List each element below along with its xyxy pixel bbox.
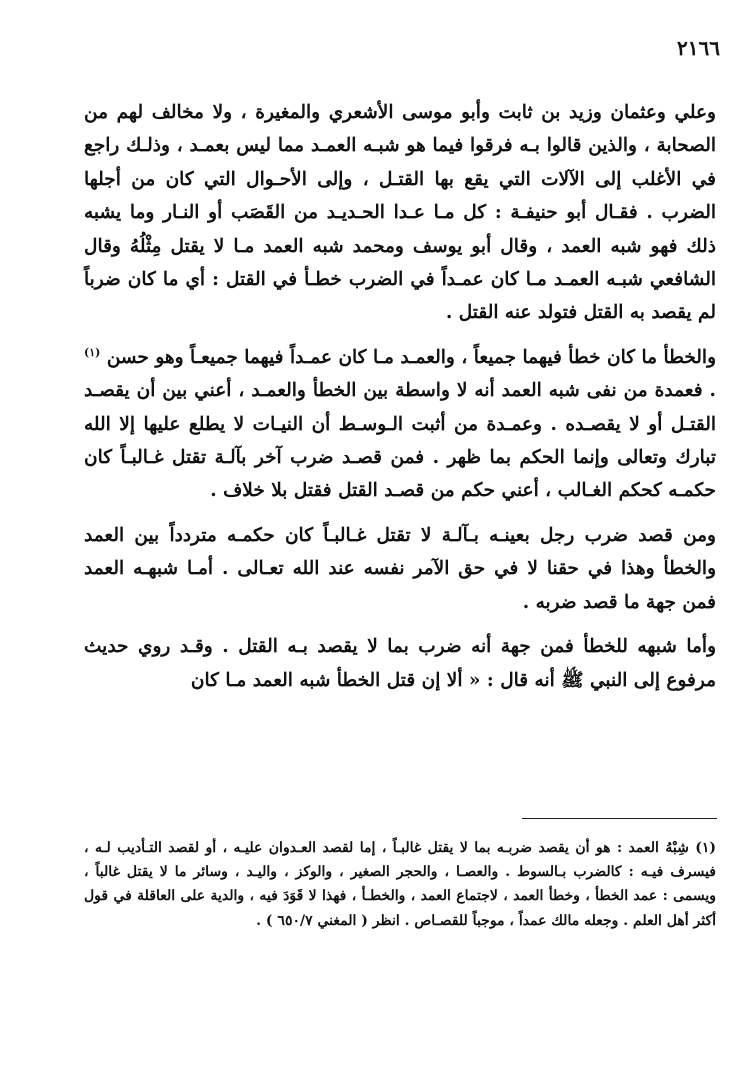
footnote-1: (١) شِبْهُ العمد : هو أن يقصد ضربـه بما لا يقتل غالبـاً ، إما لقصد العـدوان عليـه ، أو لقصد التـأديب لـه ، فيسرف فيـه : كالضرب بـالسوط . والعصـا ، والحجر الصغير ، والوكز ، واليـد ، وسائر ما لا يقتل غالباً ، ويسمى : عمد الخطأ ، وخطأ العمد ، لاجتماع العمد ، والخطـأ ، فهذا لا قَوَدَ فيه ، والدية على العاقلة في قول أكثر أهل العلم . وجعله مالك عمداً ، موجباً للقصـاص . انظر ( المغني ٦٥٠/٧ ) . [84,840,716,929]
paragraph-2 [84,341,716,508]
paragraph-4: وأما شبهه للخطأ فمن جهة أنه ضرب بما لا يقصد بـه القتل . وقـد روي حديث مرفوع إلى النبي ﷺ أنه قال : « ألا إن قتل الخطأ شبه العمد مـا كان [84,636,716,691]
footnote-divider [522,818,717,819]
paragraph-2-tail: . فعمدة من نفى شبه العمد أنه لا واسطة بين الخطأ والعمـد ، أعني بين أن يقصـد القتـل أو لا يقصـده . وعمـدة من أثبت الـوسـط أن النيـات لا يطلع عليها إلا الله تبارك وتعالى وإنما الحكم بما ظهر . فمن قصـد ضرب آخر بآلـة تقتل غـالبـاً كان حكمـه كحكم الغـالب ، أعني حكم من قصـد القتل فقتل بلا خلاف . [84,380,716,502]
main-text [84,96,716,708]
paragraph-2-head: والخطأ ما كان خطأ فيهما جميعاً ، والعمـد مـا كان عمـداً فيهما جميعـاً وهو حسن [106,346,716,368]
footnote-marker: (١) [84,345,101,359]
paragraph-3: ومن قصد ضرب رجل بعينـه بـآلـة لا تقتل غـالبـاً كان حكمـه متردداً بين العمد والخطأ وهذا في حقنا لا في حق الآمر نفسه عند الله تعـالى . أمـا شبهـه العمد فمن جهة ما قصد ضربه . [84,524,716,613]
paragraph-1: وعلي وعثمان وزيد بن ثابت وأبو موسى الأشعري والمغيرة ، ولا مخالف لهم من الصحابة ، والذين قالوا بـه فرقوا فيما هو شبـه العمـد مما ليس بعمـد ، وذلـك راجع في الأغلب إلى الآلات التي يقع بها القتـل ، وإلى الأحـوال التي كان من أجلها الضرب . فقـال أبو حنيفـة : كل مـا عـدا الحـديـد من القَصَب أو النـار وما يشبه ذلك فهو شبه العمد ، وقال أبو يوسف ومحمد شبه العمد مـا لا يقتل مِثْلُهُ وقال الشافعي شبـه العمـد مـا كان عمـداً في الضرب خطـأ في القتل : أي ما كان ضرباً لم يقصد به القتل فتولد عنه القتل . [84,102,716,324]
footnotes [84,836,716,933]
page-number: ٢١٦٦ [677,36,720,60]
